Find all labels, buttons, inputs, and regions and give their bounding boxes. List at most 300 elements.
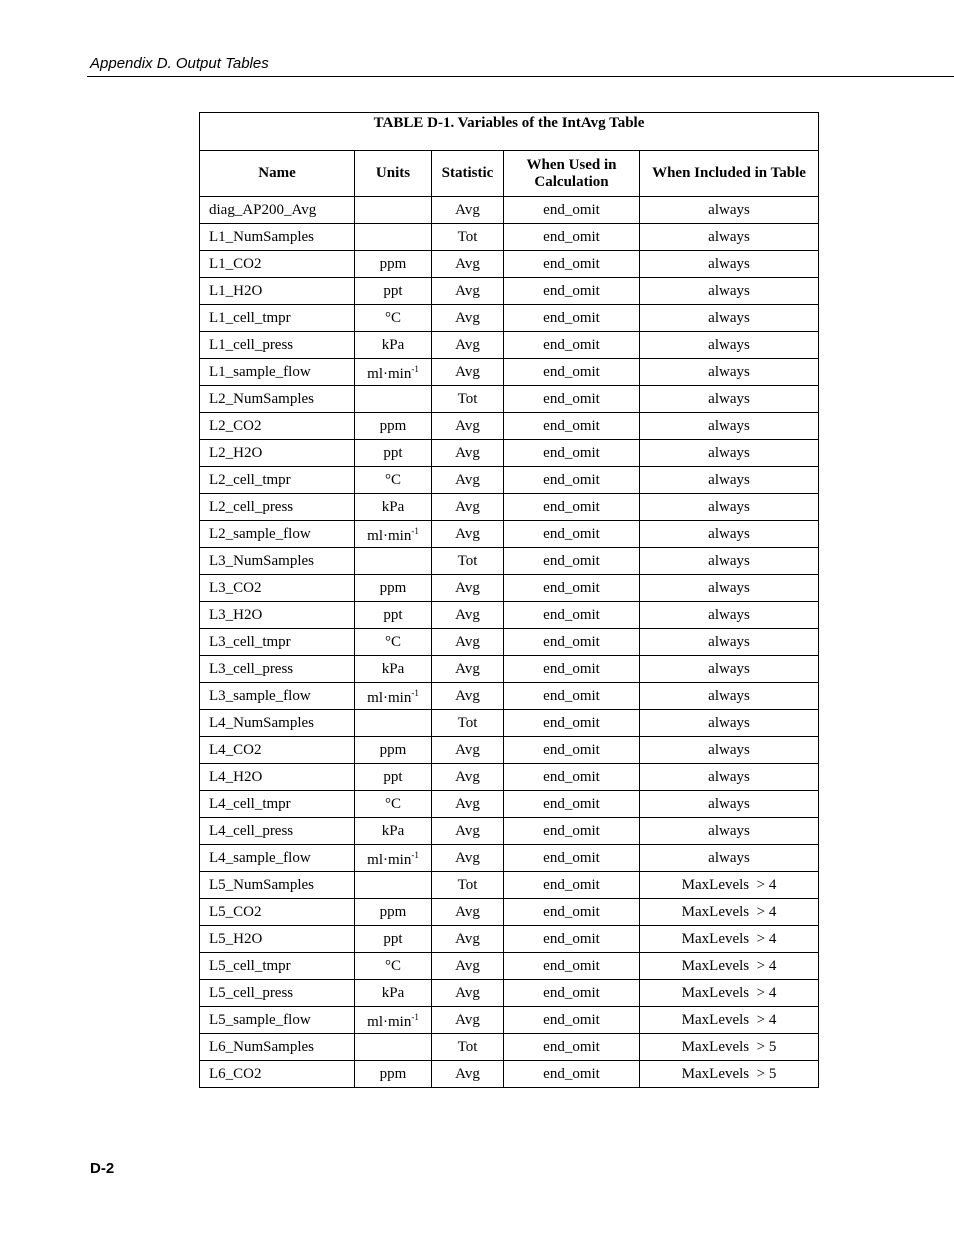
cell-statistic — [432, 521, 504, 548]
cell-name — [200, 332, 355, 359]
cell-statistic-text: Tot — [457, 552, 478, 569]
cell-statistic — [432, 953, 504, 980]
cell-units-text: °C — [384, 471, 401, 488]
cell-included — [640, 1007, 819, 1034]
cell-units — [355, 575, 432, 602]
cell-name-text: L5_NumSamples — [209, 876, 314, 893]
cell-calculation-text: end_omit — [543, 633, 600, 650]
cell-statistic — [432, 1034, 504, 1061]
cell-statistic — [432, 818, 504, 845]
cell-included-text: always — [708, 336, 750, 353]
cell-name-text: L2_H2O — [209, 444, 263, 461]
cell-name-text: L5_sample_flow — [209, 1011, 311, 1028]
cell-included-text: always — [708, 579, 750, 596]
cell-name — [200, 953, 355, 980]
cell-statistic-text: Avg — [455, 309, 480, 326]
cell-name — [200, 899, 355, 926]
cell-included-text: always — [708, 390, 750, 407]
cell-name-text: L3_cell_tmpr — [209, 633, 291, 650]
cell-name — [200, 1034, 355, 1061]
cell-units — [355, 467, 432, 494]
cell-name-text: L2_cell_tmpr — [209, 471, 291, 488]
cell-name-text: L3_sample_flow — [209, 687, 311, 704]
cell-included — [640, 818, 819, 845]
cell-name-text: L5_cell_tmpr — [209, 957, 291, 974]
unit-exponent: -1 — [411, 526, 419, 536]
table-row — [200, 737, 819, 764]
cell-units — [355, 278, 432, 305]
cell-included-text: MaxLevels > 4 — [681, 984, 777, 1001]
cell-statistic — [432, 359, 504, 386]
cell-calculation-text: end_omit — [543, 741, 600, 758]
unit-exponent: -1 — [411, 364, 419, 374]
cell-units-text: ml·min — [367, 852, 412, 868]
cell-calculation-text: end_omit — [543, 444, 600, 461]
cell-included-text: MaxLevels > 4 — [681, 1011, 777, 1028]
cell-calculation-text: end_omit — [543, 336, 600, 353]
cell-name — [200, 440, 355, 467]
cell-statistic — [432, 305, 504, 332]
cell-included-text: always — [708, 201, 750, 218]
cell-calculation-text: end_omit — [543, 660, 600, 677]
cell-included — [640, 467, 819, 494]
table-row — [200, 224, 819, 251]
cell-included-text: always — [708, 768, 750, 785]
cell-calculation-text: end_omit — [543, 282, 600, 299]
cell-units — [355, 332, 432, 359]
cell-units-text: ml·min — [367, 366, 412, 382]
cell-name-text: L4_sample_flow — [209, 849, 311, 866]
cell-statistic-text: Avg — [455, 525, 480, 542]
cell-statistic — [432, 899, 504, 926]
table-row — [200, 197, 819, 224]
cell-included-text: always — [708, 282, 750, 299]
cell-name — [200, 737, 355, 764]
cell-calculation — [504, 359, 640, 386]
cell-calculation — [504, 899, 640, 926]
table-row — [200, 899, 819, 926]
cell-included — [640, 629, 819, 656]
table-row — [200, 980, 819, 1007]
cell-calculation-text: end_omit — [543, 255, 600, 272]
cell-included-text: always — [708, 471, 750, 488]
cell-statistic-text: Avg — [455, 660, 480, 677]
table-row — [200, 953, 819, 980]
cell-calculation — [504, 764, 640, 791]
cell-included — [640, 656, 819, 683]
cell-units-text: °C — [384, 633, 401, 650]
cell-name — [200, 494, 355, 521]
table-row — [200, 872, 819, 899]
cell-units-text: ml·min — [367, 1014, 412, 1030]
cell-calculation — [504, 818, 640, 845]
cell-name — [200, 602, 355, 629]
cell-calculation — [504, 710, 640, 737]
cell-name-text: L4_NumSamples — [209, 714, 314, 731]
cell-name — [200, 386, 355, 413]
cell-statistic — [432, 656, 504, 683]
cell-name — [200, 278, 355, 305]
cell-name — [200, 305, 355, 332]
cell-statistic-text: Avg — [455, 282, 480, 299]
cell-statistic — [432, 494, 504, 521]
cell-included — [640, 305, 819, 332]
cell-name-text: L2_NumSamples — [209, 390, 314, 407]
table-row — [200, 467, 819, 494]
cell-included — [640, 224, 819, 251]
cell-units-text: ppm — [379, 741, 407, 758]
cell-calculation — [504, 224, 640, 251]
cell-calculation — [504, 440, 640, 467]
cell-included — [640, 710, 819, 737]
cell-units — [355, 710, 432, 737]
cell-units-text: ml·min — [367, 528, 412, 544]
cell-units — [355, 926, 432, 953]
cell-included-text: MaxLevels > 4 — [681, 957, 777, 974]
cell-statistic — [432, 575, 504, 602]
cell-included — [640, 413, 819, 440]
table-row — [200, 332, 819, 359]
cell-units-text: ml·min — [367, 690, 412, 706]
cell-statistic-text: Avg — [455, 579, 480, 596]
cell-included — [640, 764, 819, 791]
cell-calculation — [504, 602, 640, 629]
cell-name-text: L2_cell_press — [209, 498, 294, 515]
cell-name-text: L3_cell_press — [209, 660, 294, 677]
cell-included-text: always — [708, 363, 750, 380]
unit-exponent: -1 — [411, 688, 419, 698]
cell-name — [200, 926, 355, 953]
cell-units-text: kPa — [381, 660, 405, 677]
cell-calculation — [504, 251, 640, 278]
cell-units-text: ppm — [379, 903, 407, 920]
cell-name — [200, 467, 355, 494]
cell-units — [355, 764, 432, 791]
cell-units-text: ppm — [379, 255, 407, 272]
cell-calculation — [504, 548, 640, 575]
cell-units — [355, 980, 432, 1007]
cell-name — [200, 845, 355, 872]
cell-units — [355, 440, 432, 467]
cell-units-text: kPa — [381, 822, 405, 839]
cell-statistic — [432, 1007, 504, 1034]
cell-statistic — [432, 278, 504, 305]
cell-name-text: L3_CO2 — [209, 579, 262, 596]
cell-statistic-text: Avg — [455, 795, 480, 812]
cell-calculation-text: end_omit — [543, 228, 600, 245]
cell-units — [355, 386, 432, 413]
cell-name — [200, 224, 355, 251]
table-row — [200, 1061, 819, 1088]
cell-calculation — [504, 953, 640, 980]
cell-included — [640, 1034, 819, 1061]
cell-included — [640, 683, 819, 710]
cell-units — [355, 1007, 432, 1034]
cell-statistic-text: Avg — [455, 633, 480, 650]
cell-included-text: always — [708, 309, 750, 326]
table-row — [200, 683, 819, 710]
table-row — [200, 548, 819, 575]
cell-calculation — [504, 305, 640, 332]
cell-calculation-text: end_omit — [543, 984, 600, 1001]
cell-included — [640, 197, 819, 224]
cell-included — [640, 872, 819, 899]
cell-statistic-text: Avg — [455, 930, 480, 947]
cell-calculation-text: end_omit — [543, 768, 600, 785]
cell-statistic-text: Avg — [455, 768, 480, 785]
cell-units-text: ppt — [383, 282, 403, 299]
cell-included — [640, 359, 819, 386]
cell-statistic-text: Avg — [455, 363, 480, 380]
table-row — [200, 359, 819, 386]
cell-name-text: L4_CO2 — [209, 741, 262, 758]
cell-calculation-text: end_omit — [543, 498, 600, 515]
cell-calculation-text: end_omit — [543, 822, 600, 839]
cell-units — [355, 1061, 432, 1088]
cell-name-text: L5_cell_press — [209, 984, 294, 1001]
cell-calculation-text: end_omit — [543, 471, 600, 488]
cell-statistic — [432, 413, 504, 440]
cell-name — [200, 629, 355, 656]
cell-included-text: always — [708, 633, 750, 650]
variables-table — [199, 112, 819, 1088]
cell-name-text: L4_cell_tmpr — [209, 795, 291, 812]
cell-calculation-text: end_omit — [543, 579, 600, 596]
cell-included — [640, 1061, 819, 1088]
cell-included-text: always — [708, 741, 750, 758]
cell-statistic-text: Avg — [455, 822, 480, 839]
cell-included — [640, 521, 819, 548]
cell-included — [640, 737, 819, 764]
cell-statistic — [432, 683, 504, 710]
cell-calculation — [504, 683, 640, 710]
table-row — [200, 575, 819, 602]
cell-calculation — [504, 467, 640, 494]
cell-units-text: ppm — [379, 417, 407, 434]
cell-units — [355, 818, 432, 845]
cell-calculation-text: end_omit — [543, 1065, 600, 1082]
cell-included — [640, 791, 819, 818]
cell-calculation — [504, 872, 640, 899]
cell-units — [355, 791, 432, 818]
cell-included — [640, 845, 819, 872]
cell-included — [640, 575, 819, 602]
cell-included-text: MaxLevels > 4 — [681, 876, 777, 893]
cell-units — [355, 521, 432, 548]
cell-included — [640, 332, 819, 359]
cell-units-text: ppm — [379, 1065, 407, 1082]
cell-included — [640, 548, 819, 575]
cell-statistic-text: Tot — [457, 1038, 478, 1055]
cell-calculation — [504, 656, 640, 683]
cell-name — [200, 764, 355, 791]
cell-included — [640, 602, 819, 629]
cell-included — [640, 980, 819, 1007]
cell-statistic — [432, 251, 504, 278]
cell-included — [640, 953, 819, 980]
cell-name — [200, 413, 355, 440]
cell-statistic-text: Avg — [455, 984, 480, 1001]
cell-name — [200, 575, 355, 602]
cell-units — [355, 1034, 432, 1061]
cell-calculation — [504, 575, 640, 602]
table-row — [200, 1034, 819, 1061]
cell-calculation — [504, 278, 640, 305]
cell-statistic-text: Avg — [455, 1065, 480, 1082]
unit-exponent: -1 — [411, 1012, 419, 1022]
cell-statistic-text: Avg — [455, 201, 480, 218]
cell-units — [355, 197, 432, 224]
column-header-included: When Included in Table — [640, 151, 819, 197]
cell-units — [355, 224, 432, 251]
cell-name-text: L6_NumSamples — [209, 1038, 314, 1055]
cell-included-text: always — [708, 606, 750, 623]
cell-statistic — [432, 872, 504, 899]
cell-name — [200, 359, 355, 386]
cell-name — [200, 872, 355, 899]
cell-units — [355, 629, 432, 656]
cell-calculation — [504, 845, 640, 872]
cell-statistic — [432, 332, 504, 359]
cell-name — [200, 683, 355, 710]
cell-statistic-text: Avg — [455, 606, 480, 623]
cell-name — [200, 521, 355, 548]
cell-units — [355, 251, 432, 278]
cell-units — [355, 305, 432, 332]
cell-calculation — [504, 629, 640, 656]
cell-statistic — [432, 602, 504, 629]
table-row — [200, 764, 819, 791]
cell-units — [355, 602, 432, 629]
cell-units-text: kPa — [381, 336, 405, 353]
cell-included-text: always — [708, 444, 750, 461]
cell-units — [355, 359, 432, 386]
cell-name — [200, 1007, 355, 1034]
cell-included-text: MaxLevels > 5 — [681, 1065, 777, 1082]
cell-name-text: L4_H2O — [209, 768, 263, 785]
cell-name — [200, 1061, 355, 1088]
cell-name-text: L3_H2O — [209, 606, 263, 623]
cell-units-text: ppt — [383, 768, 403, 785]
cell-units-text: ppt — [383, 444, 403, 461]
table-body — [200, 197, 819, 1088]
cell-statistic-text: Tot — [457, 714, 478, 731]
cell-name-text: L1_cell_tmpr — [209, 309, 291, 326]
cell-units-text: °C — [384, 795, 401, 812]
cell-calculation-text: end_omit — [543, 876, 600, 893]
table-row — [200, 845, 819, 872]
table-row — [200, 629, 819, 656]
cell-included-text: always — [708, 795, 750, 812]
cell-statistic — [432, 629, 504, 656]
table-row — [200, 440, 819, 467]
cell-name-text: L1_cell_press — [209, 336, 294, 353]
cell-statistic-text: Avg — [455, 498, 480, 515]
cell-included-text: MaxLevels > 4 — [681, 930, 777, 947]
cell-calculation-text: end_omit — [543, 552, 600, 569]
cell-calculation — [504, 521, 640, 548]
cell-calculation-text: end_omit — [543, 417, 600, 434]
cell-calculation — [504, 1007, 640, 1034]
cell-calculation-text: end_omit — [543, 1038, 600, 1055]
cell-statistic-text: Avg — [455, 903, 480, 920]
cell-statistic — [432, 980, 504, 1007]
cell-units-text: kPa — [381, 984, 405, 1001]
cell-calculation — [504, 737, 640, 764]
cell-calculation — [504, 980, 640, 1007]
cell-units — [355, 494, 432, 521]
table-row — [200, 818, 819, 845]
cell-statistic — [432, 224, 504, 251]
cell-included — [640, 251, 819, 278]
cell-name-text: L1_CO2 — [209, 255, 262, 272]
cell-included — [640, 899, 819, 926]
cell-units — [355, 413, 432, 440]
cell-statistic-text: Tot — [457, 228, 478, 245]
cell-included-text: always — [708, 417, 750, 434]
unit-exponent: -1 — [411, 850, 419, 860]
cell-name — [200, 791, 355, 818]
cell-calculation — [504, 791, 640, 818]
cell-name — [200, 980, 355, 1007]
table-row — [200, 251, 819, 278]
cell-calculation-text: end_omit — [543, 1011, 600, 1028]
cell-calculation-text: end_omit — [543, 309, 600, 326]
cell-calculation — [504, 1034, 640, 1061]
cell-name — [200, 656, 355, 683]
cell-units-text: °C — [384, 309, 401, 326]
table-row — [200, 305, 819, 332]
cell-included-text: always — [708, 660, 750, 677]
cell-statistic-text: Avg — [455, 417, 480, 434]
cell-included-text: MaxLevels > 5 — [681, 1038, 777, 1055]
table-row — [200, 710, 819, 737]
cell-calculation-text: end_omit — [543, 957, 600, 974]
cell-statistic-text: Tot — [457, 390, 478, 407]
table-row — [200, 386, 819, 413]
cell-statistic — [432, 440, 504, 467]
cell-statistic — [432, 791, 504, 818]
cell-calculation — [504, 386, 640, 413]
cell-statistic-text: Avg — [455, 336, 480, 353]
table-header-row — [200, 151, 819, 197]
cell-statistic-text: Avg — [455, 1011, 480, 1028]
cell-statistic — [432, 710, 504, 737]
cell-name-text: L2_sample_flow — [209, 525, 311, 542]
cell-included — [640, 386, 819, 413]
table-caption-row — [200, 113, 819, 151]
table-row — [200, 521, 819, 548]
column-header-name: Name — [200, 151, 355, 197]
table-caption: TABLE D-1. Variables of the IntAvg Table — [200, 113, 819, 151]
cell-calculation — [504, 926, 640, 953]
cell-included-text: MaxLevels > 4 — [681, 903, 777, 920]
cell-statistic — [432, 764, 504, 791]
cell-name-text: L5_CO2 — [209, 903, 262, 920]
cell-name-text: L1_NumSamples — [209, 228, 314, 245]
cell-statistic — [432, 737, 504, 764]
cell-calculation — [504, 197, 640, 224]
cell-statistic-text: Avg — [455, 849, 480, 866]
cell-units — [355, 872, 432, 899]
cell-statistic-text: Avg — [455, 255, 480, 272]
cell-statistic — [432, 845, 504, 872]
cell-name — [200, 710, 355, 737]
cell-units — [355, 737, 432, 764]
cell-included-text: always — [708, 498, 750, 515]
cell-included-text: always — [708, 255, 750, 272]
cell-included-text: always — [708, 849, 750, 866]
